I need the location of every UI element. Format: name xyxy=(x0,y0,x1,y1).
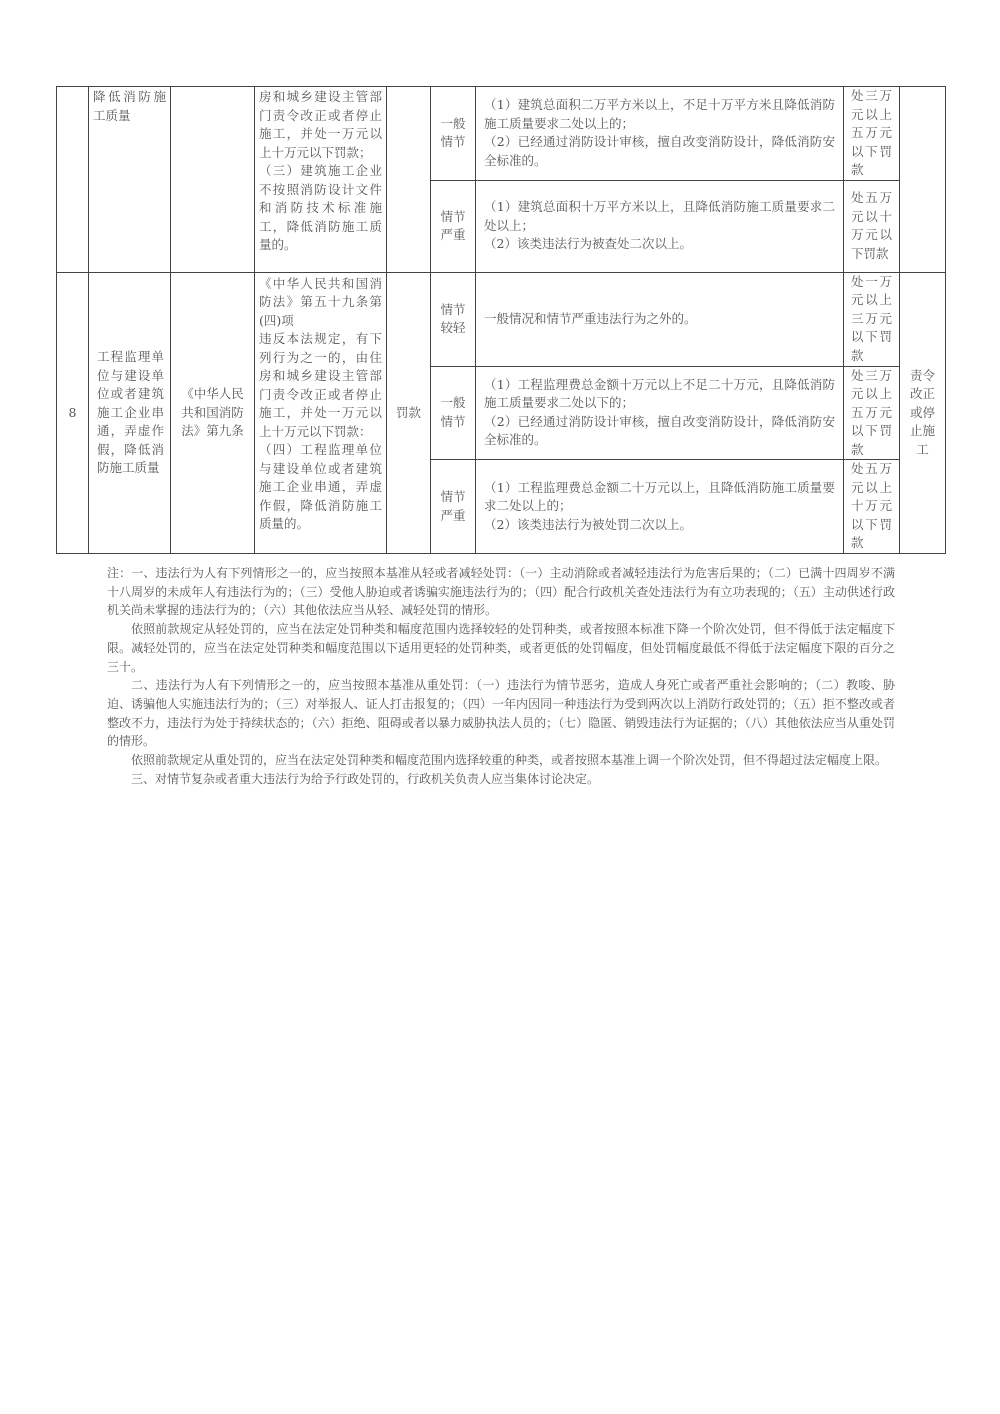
other-measure: 责令改正或停止施工 xyxy=(900,272,946,554)
note-paragraph: 二、违法行为人有下列情形之一的，应当按照本基准从重处罚：（一）违法行为情节恶劣，造成人身死亡或者严重社会影响的；（二）教唆、胁迫、诱骗他人实施违法行为的；（三）对举报人、证人打击报复的；（四）一年内因同一种违法行为受到两次以上消防行政处罚的；（五）拒不整改或者整改不力，违法行为处于持续状态的；（六）拒绝、阻碍或者以暴力威胁执法人员的；（七）隐匿、销毁违法行为证据的；（八）其他依法应当从重处罚的情形。 xyxy=(107,678,895,749)
provision-text: （三）建筑施工企业不按照消防设计文件和消防技术标准施工，降低消防施工质量的。 xyxy=(259,163,382,252)
note-paragraph: 注：一、违法行为人有下列情形之一的，应当按照本基准从轻或者减轻处罚：（一）主动消除或者减轻违法行为危害后果的；（二）已满十四周岁不满十八周岁的未成年人有违法行为的；（三）受他人胁迫或者诱骗实施违法行为的；（四）配合行政机关查处违法行为有立功表现的；（五）主动供述行政机关尚未掌握的违法行为的；（六）其他依法应当从轻、减轻处罚的情形。 xyxy=(107,566,895,618)
penalty-amount: 处五万元以十万元以下罚款 xyxy=(844,180,900,272)
note-paragraph: 依照前款规定从轻处罚的，应当在法定处罚种类和幅度范围内选择较轻的处罚种类，或者按照本标准下降一个阶次处罚，但不得低于法定幅度下限。减轻处罚的，应当在法定处罚种类和幅度范围以下适用更轻的处罚种类，或者更低的处罚幅度，但处罚幅度最低不得低于法定幅度下限的百分之三十。 xyxy=(107,622,895,674)
violation-behavior: 工程监理单位与建设单位或者建筑施工企业串通，弄虚作假，降低消防施工质量 xyxy=(89,272,171,554)
note-paragraph: 三、对情节复杂或者重大违法行为给予行政处罚的，行政机关负责人应当集体讨论决定。 xyxy=(131,771,600,786)
notes-section xyxy=(107,564,895,788)
penalty-amount: 处一万元以上三万元以下罚款 xyxy=(844,272,900,366)
penalty-type xyxy=(387,87,431,273)
penalty-type: 罚款 xyxy=(387,272,431,554)
violation-behavior: 降低消防施工质量 xyxy=(89,87,171,273)
discretion-standard: 一般情况和情节严重违法行为之外的。 xyxy=(476,272,844,366)
circumstance-level: 情节 严重 xyxy=(431,180,476,272)
penalty-provision xyxy=(255,87,387,273)
circumstance-level: 情节 较轻 xyxy=(431,272,476,366)
legal-basis xyxy=(171,87,255,273)
penalty-table xyxy=(56,86,946,554)
row-number xyxy=(57,87,89,273)
circumstance-level: 一般 情节 xyxy=(431,366,476,460)
penalty-provision xyxy=(255,272,387,554)
note-paragraph: 依照前款规定从重处罚的，应当在法定处罚种类和幅度范围内选择较重的种类，或者按照本基准上调一个阶次处罚，但不得超过法定幅度上限。 xyxy=(131,753,888,768)
discretion-standard: （1）工程监理费总金额十万元以上不足二十万元，且降低消防施工质量要求二处以下的； （2）已经通过消防设计审核，擅自改变消防设计，降低消防安全标准的。 xyxy=(476,366,844,460)
table-row xyxy=(57,272,946,366)
discretion-standard: （1）建筑总面积十万平方米以上，且降低消防施工质量要求二处以上； （2）该类违法行为被查处二次以上。 xyxy=(476,180,844,272)
circumstance-level: 一般 情节 xyxy=(431,87,476,181)
legal-basis: 《中华人民共和国消防法》第九条 xyxy=(171,272,255,554)
table-row xyxy=(57,87,946,181)
provision-text: 《中华人民共和国消防法》第五十九条第(四)项 违反本法规定，有下列行为之一的，由住房和城乡建设主管部门责令改正或者停止施工，并处一万元以上十万元以下罚款： xyxy=(259,275,382,439)
row-number: 8 xyxy=(57,272,89,554)
penalty-amount: 处五万元以上十万元以下罚款 xyxy=(844,460,900,554)
circumstance-level: 情节 严重 xyxy=(431,460,476,554)
provision-text: 房和城乡建设主管部门责令改正或者停止施工，并处一万元以上十万元以下罚款； xyxy=(259,89,382,160)
discretion-standard: （1）工程监理费总金额二十万元以上，且降低消防施工质量要求二处以上的； （2）该类违法行为被处罚二次以上。 xyxy=(476,460,844,554)
other-measure xyxy=(900,87,946,273)
penalty-amount: 处三万元以上五万元以下罚款 xyxy=(844,366,900,460)
discretion-standard: （1）建筑总面积二万平方米以上，不足十万平方米且降低消防施工质量要求二处以上的； （2）已经通过消防设计审核，擅自改变消防设计，降低消防安全标准的。 xyxy=(476,87,844,181)
penalty-amount: 处三万元以上五万元以下罚款 xyxy=(844,87,900,181)
provision-text: （四）工程监理单位与建设单位或者建筑施工企业串通，弄虚作假，降低消防施工质量的。 xyxy=(259,442,382,531)
